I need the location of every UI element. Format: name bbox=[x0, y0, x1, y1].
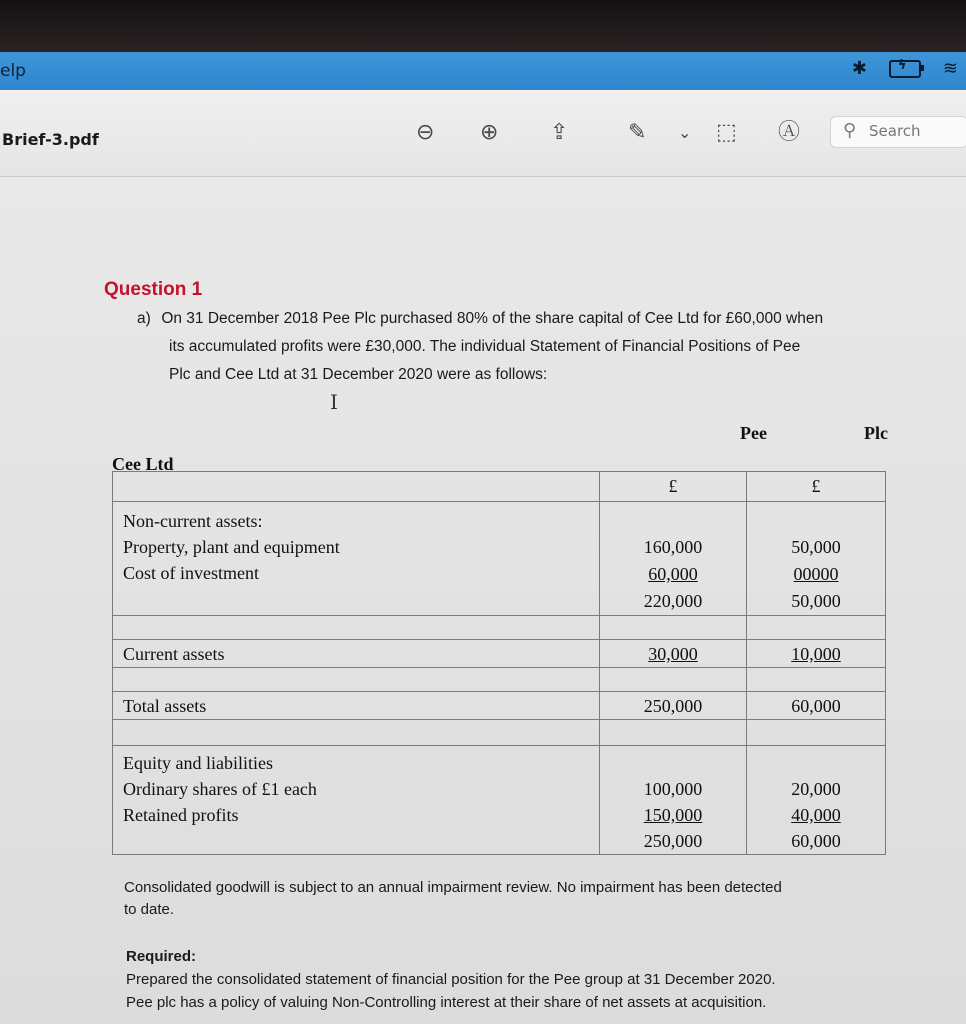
table-row bbox=[113, 502, 886, 616]
value-cell: 60,000 bbox=[791, 831, 841, 851]
table-label: Cee Ltd bbox=[112, 454, 174, 474]
wifi-icon[interactable]: ≋ bbox=[942, 58, 958, 79]
row-label: Equity and liabilities bbox=[123, 753, 273, 773]
table-row bbox=[113, 720, 886, 746]
required-line: Prepared the consolidated statement of financial position for the Pee group at 31 December 2020. bbox=[126, 971, 776, 988]
zoom-in-icon[interactable]: ⊕ bbox=[480, 120, 499, 145]
search-input[interactable] bbox=[869, 121, 961, 141]
annotate-icon[interactable]: Ⓐ bbox=[778, 120, 801, 145]
search-box[interactable] bbox=[830, 116, 966, 148]
required-section bbox=[126, 945, 916, 1014]
value-cell: 50,000 bbox=[791, 537, 841, 557]
document-title: Brief-3.pdf bbox=[2, 130, 99, 149]
table-row bbox=[113, 746, 886, 855]
value-cell: 60,000 bbox=[648, 564, 698, 584]
rotate-icon[interactable]: ⬚ bbox=[716, 120, 737, 145]
laptop-bezel bbox=[0, 0, 966, 52]
bluetooth-icon[interactable]: ✱ bbox=[851, 58, 867, 79]
column-header-plc: Plc bbox=[864, 423, 888, 443]
menu-help[interactable]: elp bbox=[0, 61, 26, 81]
value-cell: 220,000 bbox=[643, 591, 703, 611]
search-icon: ⚲ bbox=[843, 120, 857, 141]
note-line: to date. bbox=[124, 901, 175, 918]
required-heading: Required: bbox=[126, 948, 197, 965]
value-cell: 40,000 bbox=[791, 805, 841, 825]
financial-table bbox=[112, 471, 886, 855]
value-cell: 100,000 bbox=[643, 779, 703, 799]
preview-toolbar bbox=[0, 90, 966, 177]
value-cell: 00000 bbox=[793, 564, 839, 584]
chevron-down-icon[interactable]: ⌄ bbox=[678, 123, 692, 142]
value-cell: 50,000 bbox=[791, 591, 841, 611]
intro-line-2: its accumulated profits were £30,000. The individual Statement of Financial Positions of Pee bbox=[169, 338, 801, 355]
share-icon[interactable]: ⇪ bbox=[550, 120, 569, 145]
impairment-note bbox=[124, 877, 904, 921]
value-cell: 250,000 bbox=[643, 831, 703, 851]
row-label: Ordinary shares of £1 each bbox=[123, 779, 317, 799]
table-row bbox=[113, 692, 886, 720]
status-icons bbox=[852, 58, 958, 79]
value-cell: 10,000 bbox=[747, 640, 886, 668]
currency-cell: £ bbox=[600, 472, 747, 502]
value-cell: 150,000 bbox=[643, 805, 703, 825]
table-row bbox=[113, 472, 886, 502]
value-cell: 160,000 bbox=[643, 537, 703, 557]
question-intro bbox=[137, 305, 907, 389]
menu-bar bbox=[0, 52, 966, 90]
markup-pen-icon[interactable]: ✎ bbox=[628, 120, 647, 145]
column-header-pee: Pee bbox=[740, 423, 767, 443]
text-cursor-icon: I bbox=[330, 390, 338, 414]
value-cell: 30,000 bbox=[600, 640, 747, 668]
row-label: Retained profits bbox=[123, 805, 239, 825]
value-cell: 250,000 bbox=[600, 692, 747, 720]
note-line: Consolidated goodwill is subject to an annual impairment review. No impairment has been detected bbox=[124, 879, 782, 896]
currency-cell: £ bbox=[747, 472, 886, 502]
required-line: Pee plc has a policy of valuing Non-Controlling interest at their share of net assets at acquisition. bbox=[126, 994, 767, 1011]
row-label: Cost of investment bbox=[123, 563, 259, 583]
row-label: Current assets bbox=[113, 640, 600, 668]
table-row bbox=[113, 616, 886, 640]
row-label: Total assets bbox=[113, 692, 600, 720]
charging-icon: ϟ bbox=[897, 57, 907, 73]
pdf-page bbox=[0, 177, 966, 1024]
value-cell: 20,000 bbox=[791, 779, 841, 799]
table-row bbox=[113, 668, 886, 692]
row-label: Non-current assets: bbox=[123, 511, 263, 531]
question-title: Question 1 bbox=[104, 279, 203, 300]
part-label: a) bbox=[137, 310, 151, 327]
row-label: Property, plant and equipment bbox=[123, 537, 340, 557]
intro-line-1: On 31 December 2018 Pee Plc purchased 80% of the share capital of Cee Ltd for £60,000 when bbox=[161, 310, 824, 327]
battery-icon[interactable] bbox=[889, 57, 921, 78]
table-row bbox=[113, 640, 886, 668]
zoom-out-icon[interactable]: ⊖ bbox=[416, 120, 435, 145]
value-cell: 60,000 bbox=[747, 692, 886, 720]
intro-line-3: Plc and Cee Ltd at 31 December 2020 were as follows: bbox=[169, 366, 548, 383]
